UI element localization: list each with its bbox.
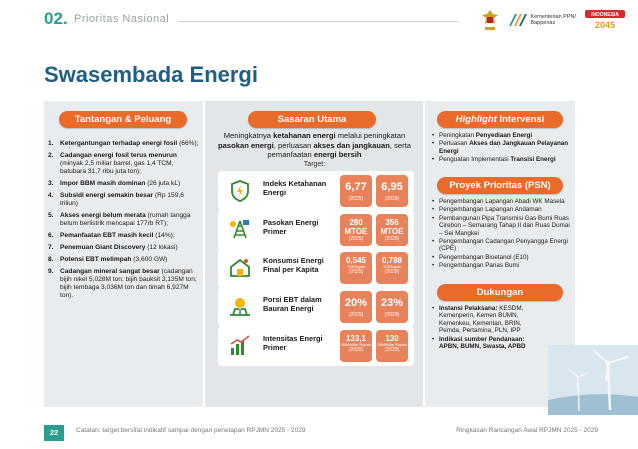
target-2029-box: [376, 214, 408, 246]
challenge-number: 2.: [48, 152, 54, 159]
target-indicator-label: Intensitas Energi Primer: [263, 334, 323, 352]
psn-list: [431, 198, 573, 271]
challenge-number: 6.: [48, 232, 54, 239]
challenge-number: 4.: [48, 192, 54, 199]
challenge-number: 3.: [48, 180, 54, 187]
page-number: 22: [44, 425, 64, 441]
psn-item: • Pembangunan Pipa Transmisi Gas Bumi Ruas Cirebon – Semarang Tahap II dan Ruas Dumai – Sei Mangkei: [431, 215, 573, 237]
challenge-text: Akses energi belum merata (rumah tangga belum berlistrik mencapai 177rb RT);: [60, 212, 191, 227]
target-2029-value: 0,798: [381, 256, 403, 265]
support-item-agencies: • Instansi Pelaksana: KESDM, Kemenperin, Kemen BUMN, Kemenkeu, Kementan, BRIN, Pemda, Pertamina, PLN, IPP: [431, 305, 543, 335]
page-title: Swasembada Energi: [44, 62, 258, 87]
heading-psn: Proyek Prioritas (PSN): [437, 177, 563, 194]
challenge-item: [48, 212, 200, 228]
target-2025-value: 133,1: [345, 334, 367, 343]
challenge-number: 5.: [48, 212, 54, 219]
challenge-text: Penemuan Giant Discovery (12 lokasi): [60, 244, 178, 251]
target-row: [218, 326, 414, 366]
heading-support: Dukungan: [437, 284, 563, 301]
svg-text:INDONESIA: INDONESIA: [591, 12, 619, 18]
heading-targets: Sasaran Utama: [248, 111, 376, 128]
bappenas-mark-icon: [507, 10, 527, 30]
shield-lightning-icon: [228, 179, 252, 203]
challenge-number: 9.: [48, 268, 54, 275]
footer-note: Catatan: target bersifat indikatif sampai dengan penetapan RPJMN 2025 - 2029: [76, 427, 306, 434]
support-item-funding: • Indikasi sumber Pendanaan: APBN, BUMN, Swasta, APBD: [431, 336, 543, 351]
challenge-text: Potensi EBT melimpah (3,600 GW): [60, 256, 168, 263]
target-2025-unit: SBM/Miliar Rupiah: [341, 343, 371, 347]
target-2025-year: (2025): [348, 236, 364, 242]
psn-item: • Pengembangan Lapangan Andaman: [431, 206, 573, 213]
target-2025-value: 280 MTOE: [344, 218, 368, 236]
challenge-item: [48, 256, 200, 264]
challenges-list: [48, 140, 200, 304]
challenge-item: [48, 244, 200, 252]
target-2025-unit: TOE/kapita: [347, 265, 365, 269]
challenge-number: 1.: [48, 140, 54, 147]
energy-tower-icon: [228, 218, 252, 242]
challenge-item: [48, 192, 200, 208]
target-2029-value: 23%: [380, 297, 404, 309]
footer-document-title: Ringkasan Rancangan Awal RPJMN 2025 - 2029: [456, 427, 598, 434]
garuda-emblem-icon: [481, 8, 499, 32]
target-2025-box: [340, 330, 372, 362]
highlight-item: • Peningkatan Penyediaan Energi: [431, 132, 573, 139]
heading-highlight: Highlight Intervensi: [437, 111, 563, 128]
highlight-list: [431, 132, 573, 165]
target-2025-year: (2025): [348, 196, 364, 202]
target-indicator-label: Indeks Ketahanan Energi: [263, 179, 327, 197]
challenge-text: Subsidi energi semakin besar (Rp 159,6 triliun): [60, 192, 184, 207]
solar-panel-icon: [228, 295, 252, 319]
target-2025-value: 6,77: [345, 181, 367, 193]
target-2029-year: (2029): [384, 312, 400, 318]
challenge-text: Cadangan energi fosil terus menurun (minyak 2,5 miliar barrel, gas 1,4 TCM, batubara 31,7 ribu juta ton);: [60, 152, 177, 175]
challenge-item: [48, 140, 200, 148]
target-label: Target:: [303, 161, 326, 168]
target-2025-value: 0,545: [345, 256, 367, 265]
target-2025-value: 20%: [344, 297, 368, 309]
ministry-name-line2: Bappenas: [530, 20, 556, 26]
target-2029-box: [376, 175, 408, 207]
svg-text:2045: 2045: [594, 20, 616, 30]
challenge-item: [48, 180, 200, 188]
challenge-item: [48, 268, 200, 300]
challenge-item: [48, 152, 200, 176]
house-energy-icon: [228, 256, 252, 280]
bappenas-logo: [507, 10, 576, 30]
challenge-number: 8.: [48, 256, 54, 263]
target-row: [218, 287, 414, 327]
target-2029-value: 6,95: [381, 181, 403, 193]
target-2029-year: (2029): [384, 347, 400, 353]
target-2025-box: [340, 252, 372, 284]
target-2029-year: (2029): [384, 196, 400, 202]
ministry-name-line1: Kementerian PPN/: [530, 13, 576, 20]
highlight-item: • Penguatan Implementasi Transisi Energi: [431, 156, 573, 163]
header-divider: [178, 21, 458, 22]
target-indicator-label: Porsi EBT dalam Bauran Energi: [263, 295, 322, 313]
highlight-item: • Perluasan Akses dan Jangkauan Pelayanan Energi: [431, 140, 573, 155]
target-2029-box: [376, 291, 408, 323]
heading-challenges: Tantangan & Peluang: [59, 111, 187, 128]
target-indicator-label: Pasokan Energi Primer: [263, 218, 319, 236]
challenge-text: Ketergantungan terhadap energi fosil (66%);: [60, 140, 199, 147]
target-row: [218, 210, 414, 250]
target-2029-year: (2029): [384, 236, 400, 242]
target-2025-box: [340, 175, 372, 207]
psn-item: • Pengembangan Lapangan Abadi WK Masela: [431, 198, 573, 205]
target-2025-year: (2025): [348, 347, 364, 353]
challenge-number: 7.: [48, 244, 54, 251]
target-2025-box: [340, 214, 372, 246]
header-logos: [481, 8, 626, 32]
challenge-text: Impor BBM masih dominan (26 juta kL): [60, 180, 181, 187]
challenge-text: Pemanfaatan EBT masih kecil (14%);: [60, 232, 175, 239]
target-row: [218, 171, 414, 211]
target-2025-box: [340, 291, 372, 323]
target-2029-unit: SBM/Miliar Rupiah: [377, 343, 407, 347]
challenge-text: Cadangan mineral sangat besar (cadangan bijih nikel 5,028M ton; bijih bauksit 3,135M ton; bijih tembaga 3,036M ton dan timah 6,927M ton).: [60, 268, 197, 299]
target-2029-box: [376, 252, 408, 284]
section-number: 02.: [44, 9, 68, 28]
target-row: [218, 248, 414, 288]
psn-item: • Pengembangan Cadangan Penyangga Energi (CPE): [431, 238, 573, 253]
target-2029-box: [376, 330, 408, 362]
support-list: [431, 305, 543, 351]
target-2029-value: 356 MTOE: [380, 218, 404, 236]
targets-intro: Meningkatnya ketahanan energi melalui peningkatan pasokan energi, perluasan akses dan jangkauan, serta pemanfaatan energi bersih: [218, 131, 411, 159]
indonesia-2045-logo: [584, 8, 626, 32]
psn-item: • Pengembangan Bioetanol (E10): [431, 254, 573, 261]
target-2025-year: (2025): [348, 269, 364, 275]
section-title: Prioritas Nasional: [74, 13, 170, 25]
psn-item: • Pengembangan Panas Bumi: [431, 262, 573, 269]
target-indicator-label: Konsumsi Energi Final per Kapita: [263, 256, 324, 274]
target-2025-year: (2025): [348, 312, 364, 318]
challenge-item: [48, 232, 200, 240]
wind-turbine-illustration: [548, 345, 638, 415]
bar-chart-icon: [228, 334, 252, 358]
target-2029-year: (2029): [384, 269, 400, 275]
target-2029-value: 130: [385, 334, 399, 343]
target-2029-unit: TOE/kapita: [383, 265, 401, 269]
